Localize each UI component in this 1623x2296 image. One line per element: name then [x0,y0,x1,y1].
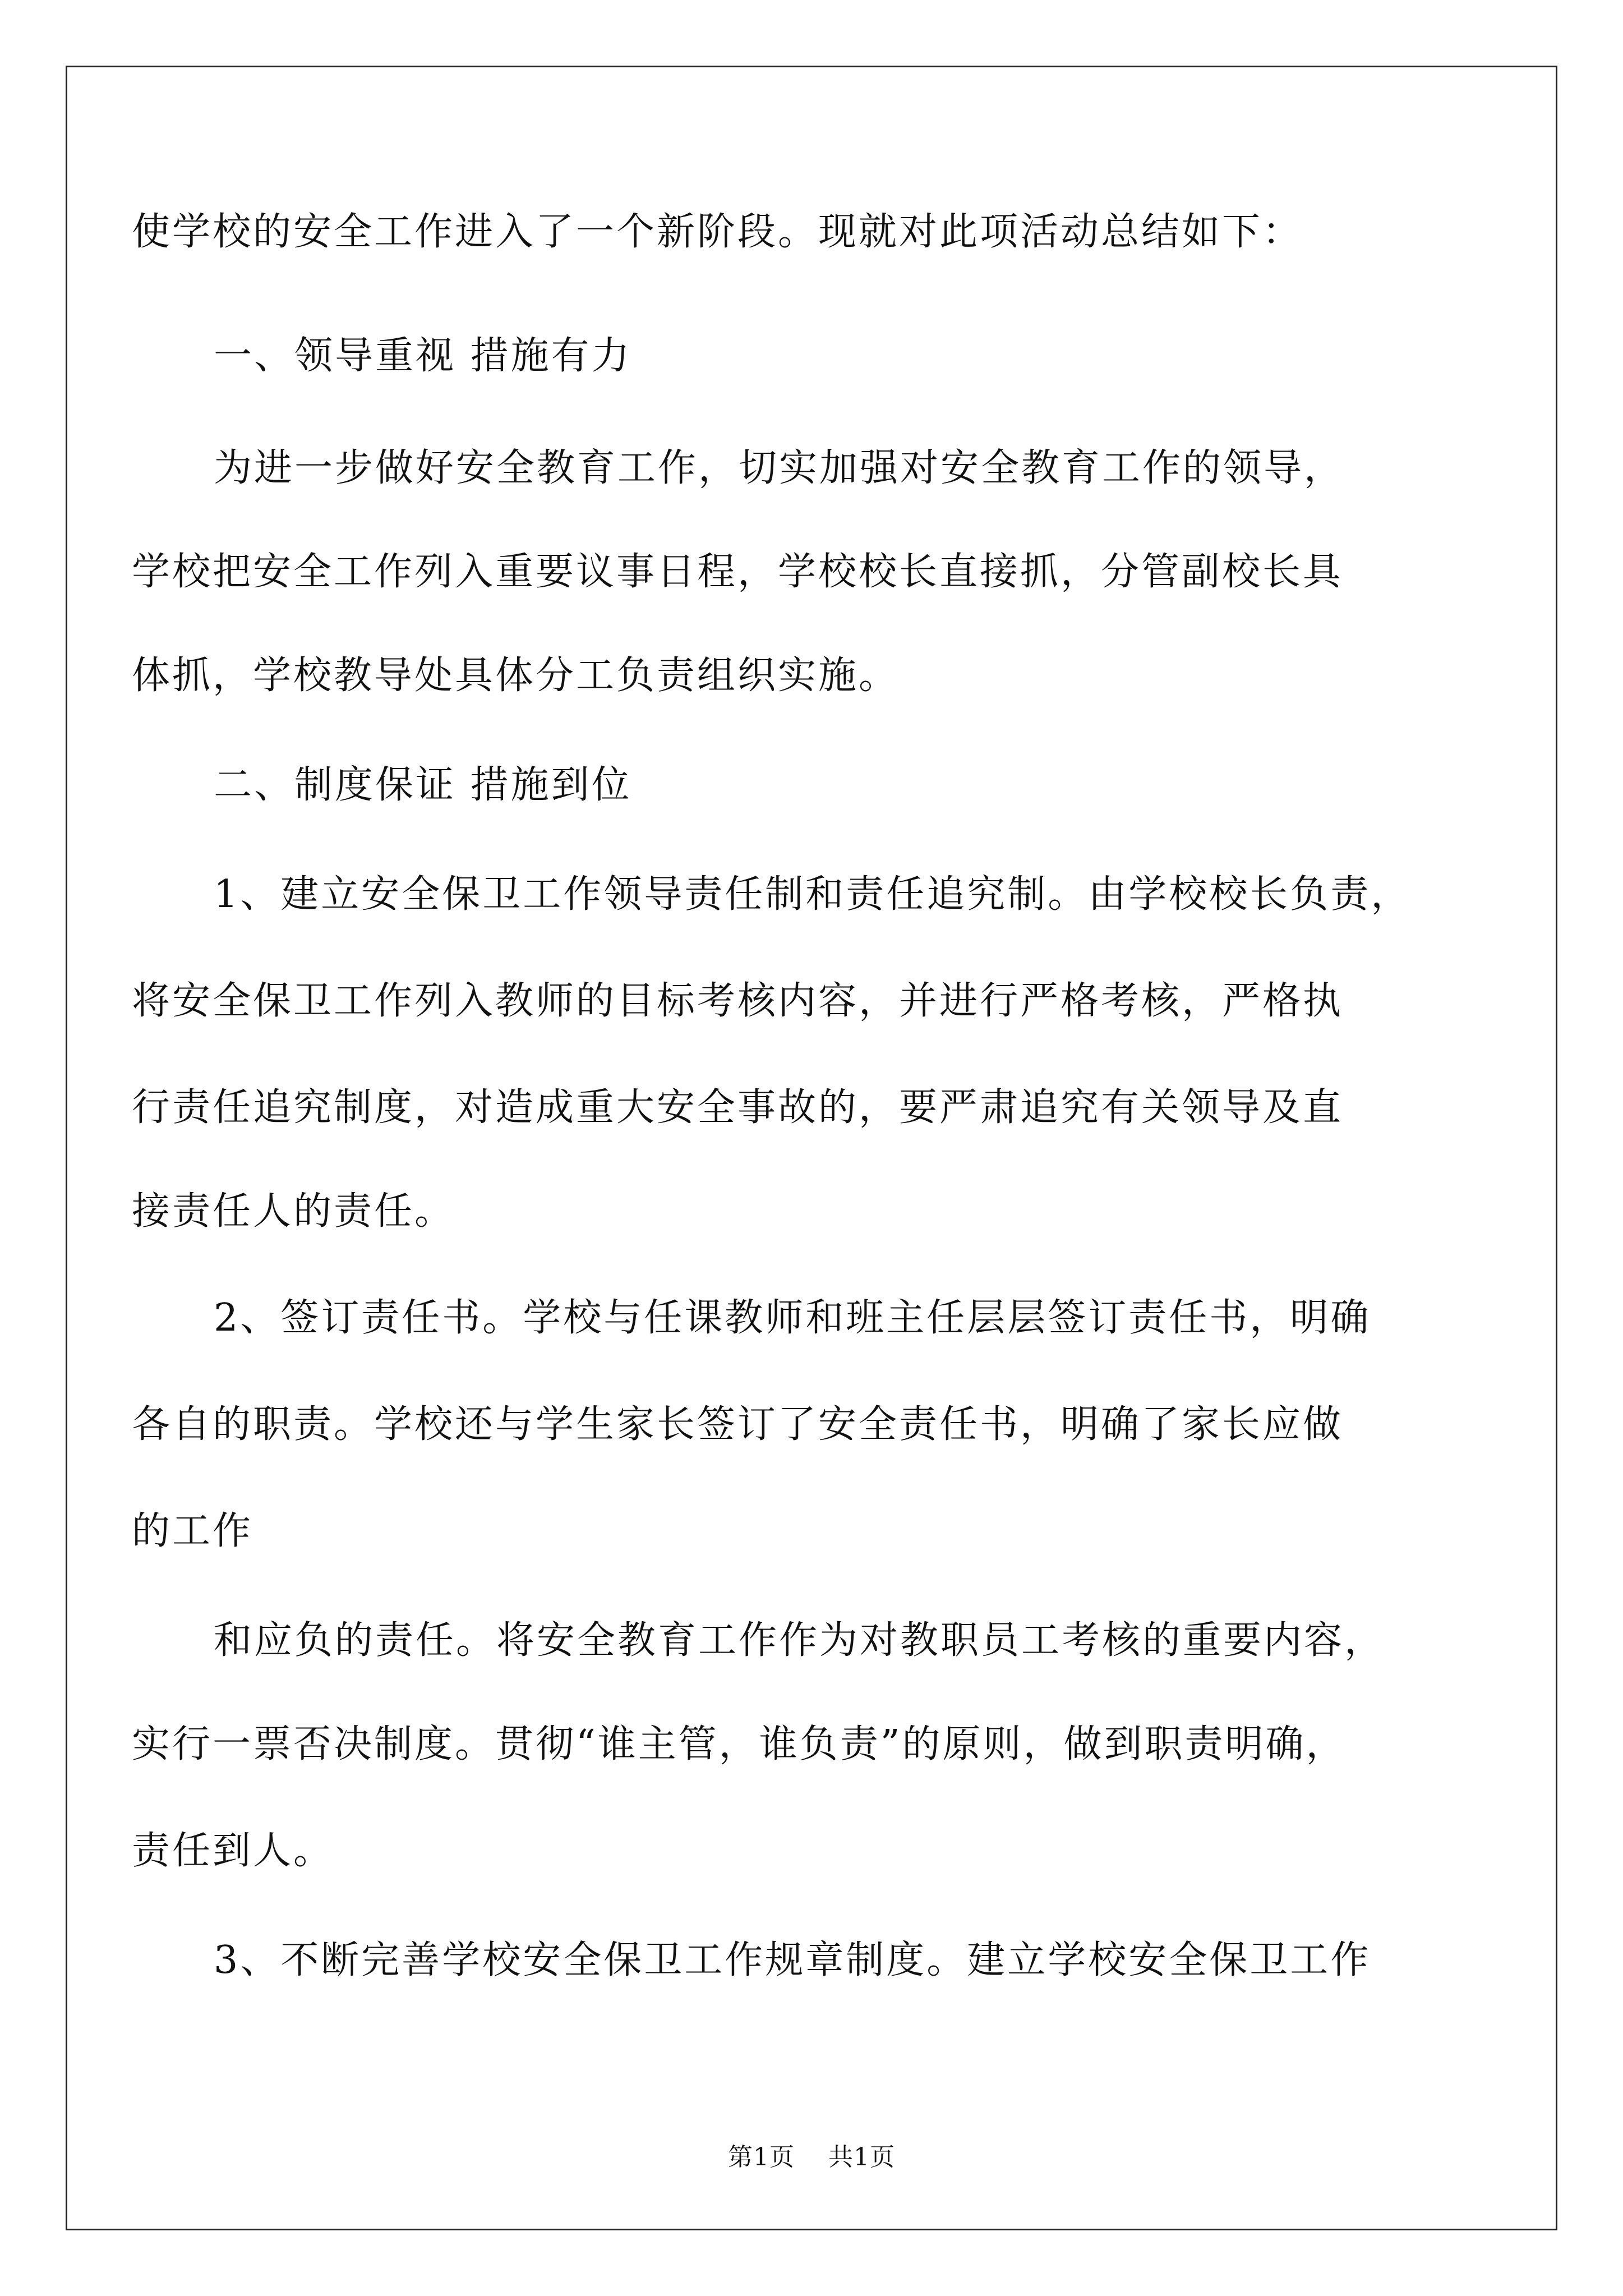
text-line-14: 和应负的责任。将安全教育工作作为对教职员工考核的重要内容， [214,1618,1385,1663]
text-line-4: 学校把安全工作列入重要议事日程，学校校长直接抓，分管副校长具 [132,550,1344,594]
text-line-9: 行责任追究制度，对造成重大安全事故的，要严肃追究有关领导及直 [132,1085,1344,1130]
section-heading-1: 一、领导重视 措施有力 [214,334,632,378]
text-line-1: 使学校的安全工作进入了一个新阶段。现就对此项活动总结如下： [132,210,1303,254]
text-line-11: 2、签订责任书。学校与任课教师和班主任层层签订责任书，明确 [214,1296,1371,1340]
text-line-16: 责任到人。 [132,1829,334,1873]
text-line-3: 为进一步做好安全教育工作，切实加强对安全教育工作的领导， [214,446,1345,490]
text-line-5: 体抓，学校教导处具体分工负责组织实施。 [132,654,900,698]
text-line-12: 各自的职责。学校还与学生家长签订了安全责任书，明确了家长应做 [132,1402,1344,1447]
text-line-15: 实行一票否决制度。贯彻“谁主管，谁负责”的原则，做到职责明确， [132,1722,1347,1766]
page-number-total: 共1页 [828,2143,895,2171]
page-footer [0,2142,1623,2173]
text-line-17: 3、不断完善学校安全保卫工作规章制度。建立学校安全保卫工作 [214,1938,1371,1982]
page-number-current: 第1页 [728,2143,795,2171]
page-border [66,66,1557,2230]
text-line-8: 将安全保卫工作列入教师的目标考核内容，并进行严格考核，严格执 [132,979,1344,1023]
text-line-7: 1、建立安全保卫工作领导责任制和责任追究制。由学校校长负责， [214,872,1412,917]
text-line-13: 的工作 [132,1509,253,1553]
text-line-10: 接责任人的责任。 [132,1189,455,1234]
section-heading-2: 二、制度保证 措施到位 [214,763,632,807]
